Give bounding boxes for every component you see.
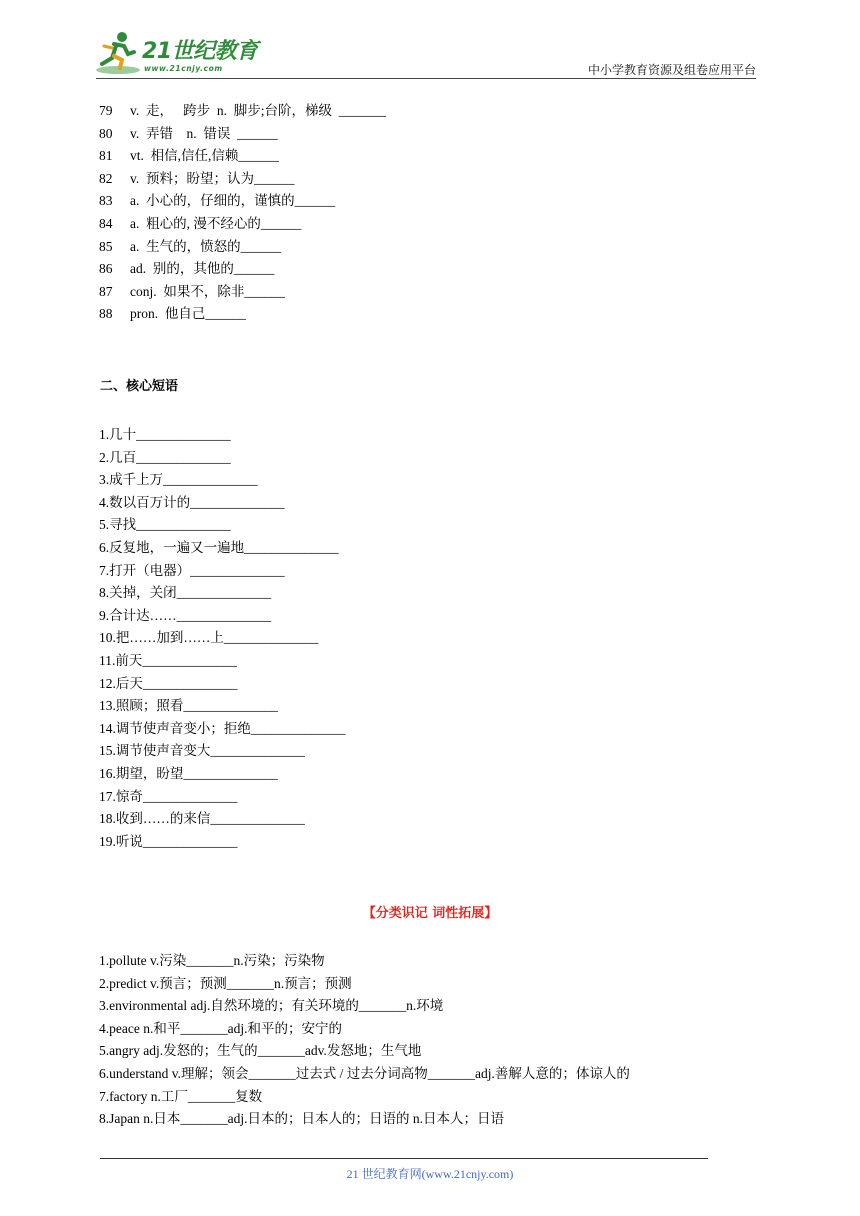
vocab-item	[99, 281, 386, 304]
wordform-item: 3.environmental adj.自然环境的；有关环境的_______n.环境	[99, 998, 444, 1014]
logo-url: www.21cnjy.com	[144, 64, 223, 73]
footer-divider	[100, 1158, 708, 1159]
header-divider	[96, 78, 756, 79]
wordform-item: 2.predict v.预言；预测_______n.预言；预测	[99, 975, 352, 991]
phrase-item: 6.反复地，一遍又一遍地______________	[99, 539, 339, 555]
vocab-text: vt. 相信,信任,信赖______	[130, 148, 279, 164]
wordform-item: 5.angry adj.发怒的；生气的_______adv.发怒地；生气地	[99, 1043, 422, 1059]
phrase-item: 19.听说______________	[99, 833, 238, 849]
phrase-item: 17.惊奇______________	[99, 788, 238, 804]
vocab-item	[99, 303, 386, 326]
vocab-item	[99, 213, 386, 236]
logo	[92, 30, 272, 78]
phrase-item: 9.合计达……______________	[99, 607, 272, 623]
phrase-item: 1.几十______________	[99, 427, 231, 442]
phrase-item: 16.期望，盼望______________	[99, 765, 278, 781]
phrase-item: 7.打开（电器）______________	[99, 562, 285, 578]
wordform-item: 1.pollute v.污染_______n.污染；污染物	[99, 953, 325, 968]
phrase-item: 15.调节使声音变大______________	[99, 743, 305, 759]
page-header	[0, 0, 860, 80]
wordform-item: 6.understand v.理解；领会_______过去式 / 过去分词高物_______adj.善解人意的；体谅人的	[99, 1065, 630, 1081]
vocab-text: v. 走， 跨步 n. 脚步;台阶，梯级 _______	[130, 103, 386, 118]
vocab-text: a. 生气的，愤怒的______	[130, 238, 282, 254]
vocab-list	[99, 100, 386, 326]
runner-logo-icon	[92, 30, 142, 76]
phrase-item: 3.成千上万______________	[99, 472, 258, 488]
wordform-item: 7.factory n.工厂_______复数	[99, 1088, 263, 1104]
vocab-number: 82	[99, 170, 113, 186]
phrase-item: 2.几百______________	[99, 449, 231, 465]
phrase-item: 18.收到……的来信______________	[99, 811, 305, 827]
vocab-text: v. 弄错 n. 错误 ______	[130, 125, 278, 141]
vocab-number: 85	[99, 238, 113, 254]
section-title: 二、核心短语	[100, 379, 179, 394]
footer-link[interactable]: 21 世纪教育网(www.21cnjy.com)	[346, 1167, 514, 1181]
category-title: 【分类识记 词性拓展】	[362, 906, 498, 921]
vocab-number: 80	[99, 125, 113, 141]
phrase-item: 13.照顾；照看______________	[99, 698, 278, 714]
phrase-item: 4.数以百万计的______________	[99, 494, 285, 510]
vocab-number: 86	[99, 261, 113, 277]
phrase-item: 10.把……加到……上______________	[99, 630, 319, 646]
wordform-list	[99, 950, 630, 1131]
vocab-item	[99, 123, 386, 146]
phrase-item: 12.后天______________	[99, 675, 238, 691]
vocab-number: 83	[99, 193, 113, 209]
vocab-text: conj. 如果不，除非______	[130, 283, 285, 299]
vocab-item	[99, 258, 386, 281]
vocab-text: ad. 别的，其他的______	[130, 261, 275, 277]
phrase-list	[99, 424, 345, 853]
vocab-number: 79	[99, 103, 113, 118]
wordform-item: 4.peace n.和平_______adj.和平的；安宁的	[99, 1020, 342, 1036]
vocab-number: 84	[99, 215, 113, 231]
platform-name: 中小学教育资源及组卷应用平台	[587, 63, 756, 77]
vocab-number: 88	[99, 306, 113, 322]
phrase-item: 11.前天______________	[99, 652, 237, 668]
vocab-text: v. 预料；盼望；认为______	[130, 170, 295, 186]
vocab-text: a. 粗心的, 漫不经心的______	[130, 215, 302, 231]
vocab-number: 81	[99, 148, 113, 164]
vocab-item	[99, 236, 386, 259]
wordform-item: 8.Japan n.日本_______adj.日本的；日本人的；日语的 n.日本人；日语	[99, 1111, 504, 1127]
vocab-number: 87	[99, 283, 113, 299]
vocab-item	[99, 145, 386, 168]
logo-text: 21世纪教育	[142, 39, 258, 64]
phrase-item: 14.调节使声音变小；拒绝______________	[99, 720, 346, 736]
vocab-text: a. 小心的，仔细的，谨慎的______	[130, 193, 336, 209]
phrase-item: 5.寻找______________	[99, 517, 231, 533]
vocab-text: pron. 他自己______	[130, 306, 246, 322]
vocab-item	[99, 190, 386, 213]
vocab-item	[99, 100, 386, 123]
phrase-item: 8.关掉，关闭______________	[99, 585, 272, 601]
vocab-item	[99, 168, 386, 191]
